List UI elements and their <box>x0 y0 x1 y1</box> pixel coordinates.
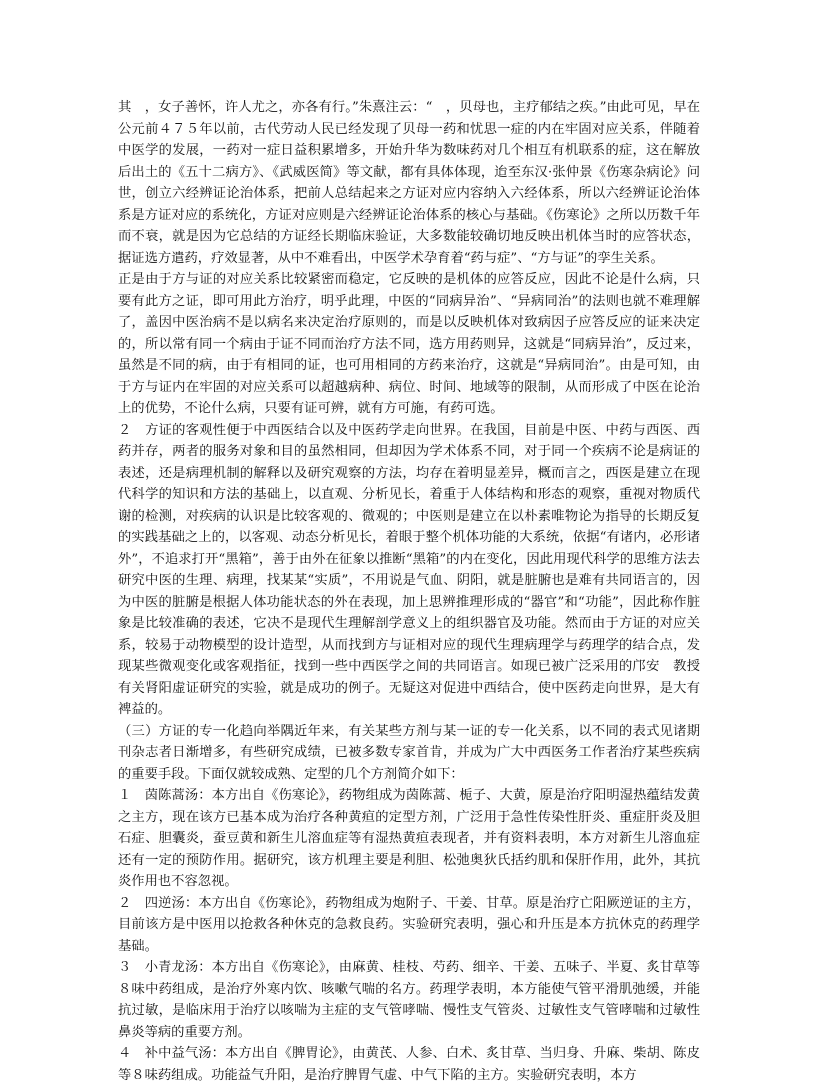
paragraph-bei-mu-origin: 其 ，女子善怀，许人尤之，亦各有行。”朱熹注云：“ ，贝母也，主疗郁结之疾。”由此可见，早在公元前４７５年以前，古代劳动人民已经发现了贝母一药和忧思一症的内在牢固对应关系，伴随着中医学的发展，一药对一症日益积累增多，开始升华为数味药对几个相互有机联系的症，这在解放后出土的《五十二病方》、《武威医简》等文献，都有具体体现，迨至东汉·张仲景《伤寒杂病论》问世，创立六经辨证论治体系，把前人总结起来之方证对应内容纳入六经体系，所以六经辨证论治体系是方证对应的系统化，方证对应则是六经辨证论治体系的核心与基础。《伤寒论》之所以历数千年而不衰，就是因为它总结的方证经长期临床验证，大多数能较确切地反映出机体当时的应答状态，据证选方遣药，疗效显著，从中不难看出，中医学术孕育着“药与症”、“方与证”的孪生关系。 <box>118 100 700 266</box>
paragraph-item-3-xiaoqinglong: ３ 小青龙汤：本方出自《伤寒论》，由麻黄、桂枝、芍药、细辛、干姜、五味子、半夏、炙甘草等８味中药组成，是治疗外寒内饮、咳嗽气喘的名方。药理学表明，本方能使气管平滑肌弛缓，并能抗过敏，是临床用于治疗以咳喘为主症的支气管哮喘、慢性支气管炎、过敏性支气管哮喘和过敏性鼻炎等病的重要方剂。 <box>118 960 700 1040</box>
paragraph-item-4-buzhongyiqi: ４ 补中益气汤：本方出自《脾胃论》，由黄芪、人参、白术、炙甘草、当归身、升麻、柴胡、陈皮等８味药组成。功能益气升阳，是治疗脾胃气虚、中气下陷的主方。实验研究表明，本方 <box>118 1046 700 1083</box>
paragraph-section-2-objectivity: ２ 方证的客观性便于中西医结合以及中医药学走向世界。在我国，目前是中医、中药与西医、西药并存，两者的服务对象和目的虽然相同，但却因为学术体系不同，对于同一个疾病不论是病证的表述，还是病理机制的解释以及研究观察的方法，均存在着明显差异，概而言之，西医是建立在现代科学的知识和方法的基础上，以直观、分析见长，着重于人体结构和形态的观察，重视对物质代谢的检测，对疾病的认识是比较客观的、微观的；中医则是建立在以朴素唯物论为指导的长期反复的实践基础之上的，以客观、动态分析见长，着眼于整个机体功能的大系统，依据“有诸内，必形诸外”，不追求打开“黑箱”，善于由外在征象以推断“黑箱”的内在变化，因此用现代科学的思维方法去研究中医的生理、病理，找某某“实质”，不用说是气血、阴阳，就是脏腑也是难有共同语言的，因为中医的脏腑是根据人体功能状态的外在表现，加上思辨推理形成的“器官”和“功能”，因此称作脏象是比较准确的表述，它决不是现代生理解剖学意义上的组织器官及功能。然而由于方证的对应关系，较易于动物模型的设计造型，从而找到方与证相对应的现代生理病理学与药理学的结合点，发现某些微观变化或客观指征，找到一些中西医学之间的共同语言。如现已被广泛采用的邝安 教授有关肾阳虚证研究的实验，就是成功的例子。无疑这对促进中西结合，使中医药走向世界，是大有裨益的。 <box>118 422 700 717</box>
document-body <box>118 97 700 1086</box>
paragraph-item-2-sini: ２ 四逆汤：本方出自《伤寒论》，药物组成为炮附子、干姜、甘草。原是治疗亡阳厥逆证的主方，目前该方是中医用以抢救各种休克的急救良药。实验研究表明，强心和升压是本方抗休克的药理学基础。 <box>118 895 700 954</box>
paragraph-section-3-heading: （三）方证的专一化趋向举隅近年来，有关某些方剂与某一证的专一化关系，以不同的表式见诸期刊杂志者日渐增多，有些研究成绩，已被多数专家首肯，并成为广大中西医务工作者治疗某些疾病的重要手段。下面仅就较成熟、定型的几个方剂简介如下： <box>118 723 700 782</box>
paragraph-fang-zheng-stability: 正是由于方与证的对应关系比较紧密而稳定，它反映的是机体的应答反应，因此不论是什么病，只要有此方之证，即可用此方治疗，明乎此理，中医的“同病异治”、“异病同治”的法则也就不难理解了，盖因中医治病不是以病名来决定治疗原则的，而是以反映机体对致病因子应答反应的证来决定的，所以常有同一个病由于证不同而治疗方法不同，选方用药则异，这就是“同病异治”，反过来，虽然是不同的病，由于有相同的证，也可用相同的方药来治疗，这就是“异病同治”。由是可知，由于方与证内在牢固的对应关系可以超越病种、病位、时间、地域等的限制，从而形成了中医在论治上的优势，不论什么病，只要有证可辨，就有方可施，有药可选。 <box>118 272 700 416</box>
paragraph-item-1-yinchenhao: １ 茵陈蒿汤：本方出自《伤寒论》，药物组成为茵陈蒿、栀子、大黄，原是治疗阳明湿热蕴结发黄之主方，现在该方已基本成为治疗各种黄疸的定型方剂，广泛用于急性传染性肝炎、重症肝炎及胆石症、胆囊炎，蚕豆黄和新生儿溶血症等有湿热黄疸表现者，并有资料表明，本方对新生儿溶血症还有一定的预防作用。据研究，该方机理主要是利胆、松弛奥狄氏括约肌和保肝作用，此外，其抗炎作用也不容忽视。 <box>118 788 700 889</box>
